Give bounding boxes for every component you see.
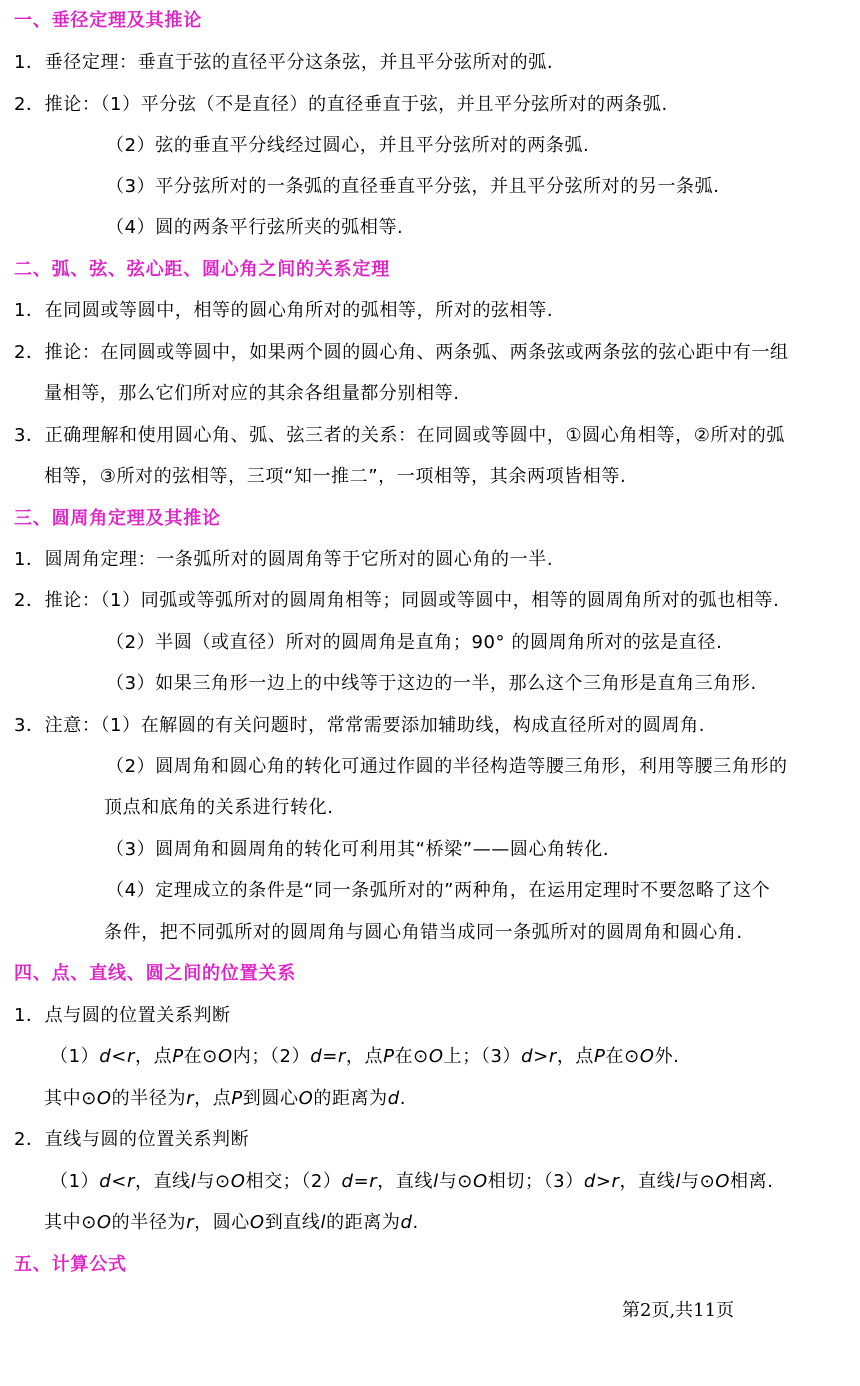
s2-item-1: 1．在同圆或等圆中，相等的圆心角所对的弧相等，所对的弦相等.	[14, 300, 554, 321]
s3-item-3-2a: （2）圆周角和圆心角的转化可通过作圆的半径构造等腰三角形，利用等腰三角形的	[106, 756, 788, 777]
s3-item-2-2: （2）半圆（或直径）所对的圆周角是直角；90° 的圆周角所对的弦是直径.	[106, 632, 723, 653]
section-1-heading: 一、垂径定理及其推论	[14, 10, 202, 31]
s2-item-3a: 3．正确理解和使用圆心角、弧、弦三者的关系：在同圆或等圆中，①圆心角相等，②所对的弧	[14, 425, 785, 446]
section-4-heading: 四、点、直线、圆之间的位置关系	[14, 963, 296, 984]
s3-item-3-4b: 条件，把不同弧所对的圆周角与圆心角错当成同一条弧所对的圆周角和圆心角.	[104, 922, 743, 943]
section-5-heading: 五、计算公式	[14, 1254, 127, 1275]
line-circle-cases: （1）d<r，直线l与⊙O相交；（2）d=r，直线l与⊙O相切；（3）d>r，直线l与⊙O相离.	[50, 1171, 774, 1192]
s3-item-3-3: （3）圆周角和圆周角的转化可利用其“桥梁”——圆心角转化.	[106, 839, 610, 860]
s2-item-3b: 相等，③所对的弦相等，三项“知一推二”，一项相等，其余两项皆相等.	[44, 466, 627, 487]
s1-item-2: 2．推论：（1）平分弦（不是直径）的直径垂直于弦，并且平分弦所对的两条弧.	[14, 94, 668, 115]
point-circle-cases: （1）d<r，点P在⊙O内；（2）d=r，点P在⊙O上；（3）d>r，点P在⊙O外.	[50, 1046, 680, 1067]
section-3-heading: 三、圆周角定理及其推论	[14, 508, 221, 529]
s4-item-2: 2．直线与圆的位置关系判断	[14, 1129, 250, 1150]
line-circle-note: 其中⊙O的半径为r，圆心O到直线l的距离为d.	[44, 1212, 419, 1233]
s4-item-1: 1．点与圆的位置关系判断	[14, 1005, 231, 1026]
s2-item-2a: 2．推论：在同圆或等圆中，如果两个圆的圆心角、两条弧、两条弦或两条弦的弦心距中有一组	[14, 342, 789, 363]
s1-item-2-2: （2）弦的垂直平分线经过圆心，并且平分弦所对的两条弧.	[106, 135, 590, 156]
s3-item-2: 2．推论：（1）同弧或等弧所对的圆周角相等；同圆或等圆中，相等的圆周角所对的弧也相等.	[14, 590, 780, 611]
s1-item-2-3: （3）平分弦所对的一条弧的直径垂直平分弦，并且平分弦所对的另一条弧.	[106, 176, 720, 197]
s1-item-1: 1．垂径定理：垂直于弦的直径平分这条弦，并且平分弦所对的弧.	[14, 52, 554, 73]
s2-item-2b: 量相等，那么它们所对应的其余各组量都分别相等.	[44, 383, 460, 404]
s1-item-2-4: （4）圆的两条平行弦所夹的弧相等.	[106, 217, 404, 238]
s3-item-1: 1．圆周角定理：一条弧所对的圆周角等于它所对的圆心角的一半.	[14, 549, 554, 570]
point-circle-note: 其中⊙O的半径为r，点P到圆心O的距离为d.	[44, 1088, 407, 1109]
s3-item-2-3: （3）如果三角形一边上的中线等于这边的一半，那么这个三角形是直角三角形.	[106, 673, 757, 694]
page-number-footer: 第2页,共11页	[622, 1300, 735, 1321]
s3-item-3-4a: （4）定理成立的条件是“同一条弧所对的”两种角，在运用定理时不要忽略了这个	[106, 880, 771, 901]
section-2-heading: 二、弧、弦、弦心距、圆心角之间的关系定理	[14, 259, 390, 280]
s3-item-3: 3．注意：（1）在解圆的有关问题时，常常需要添加辅助线，构成直径所对的圆周角.	[14, 715, 706, 736]
s3-item-3-2b: 顶点和底角的关系进行转化.	[104, 797, 334, 818]
